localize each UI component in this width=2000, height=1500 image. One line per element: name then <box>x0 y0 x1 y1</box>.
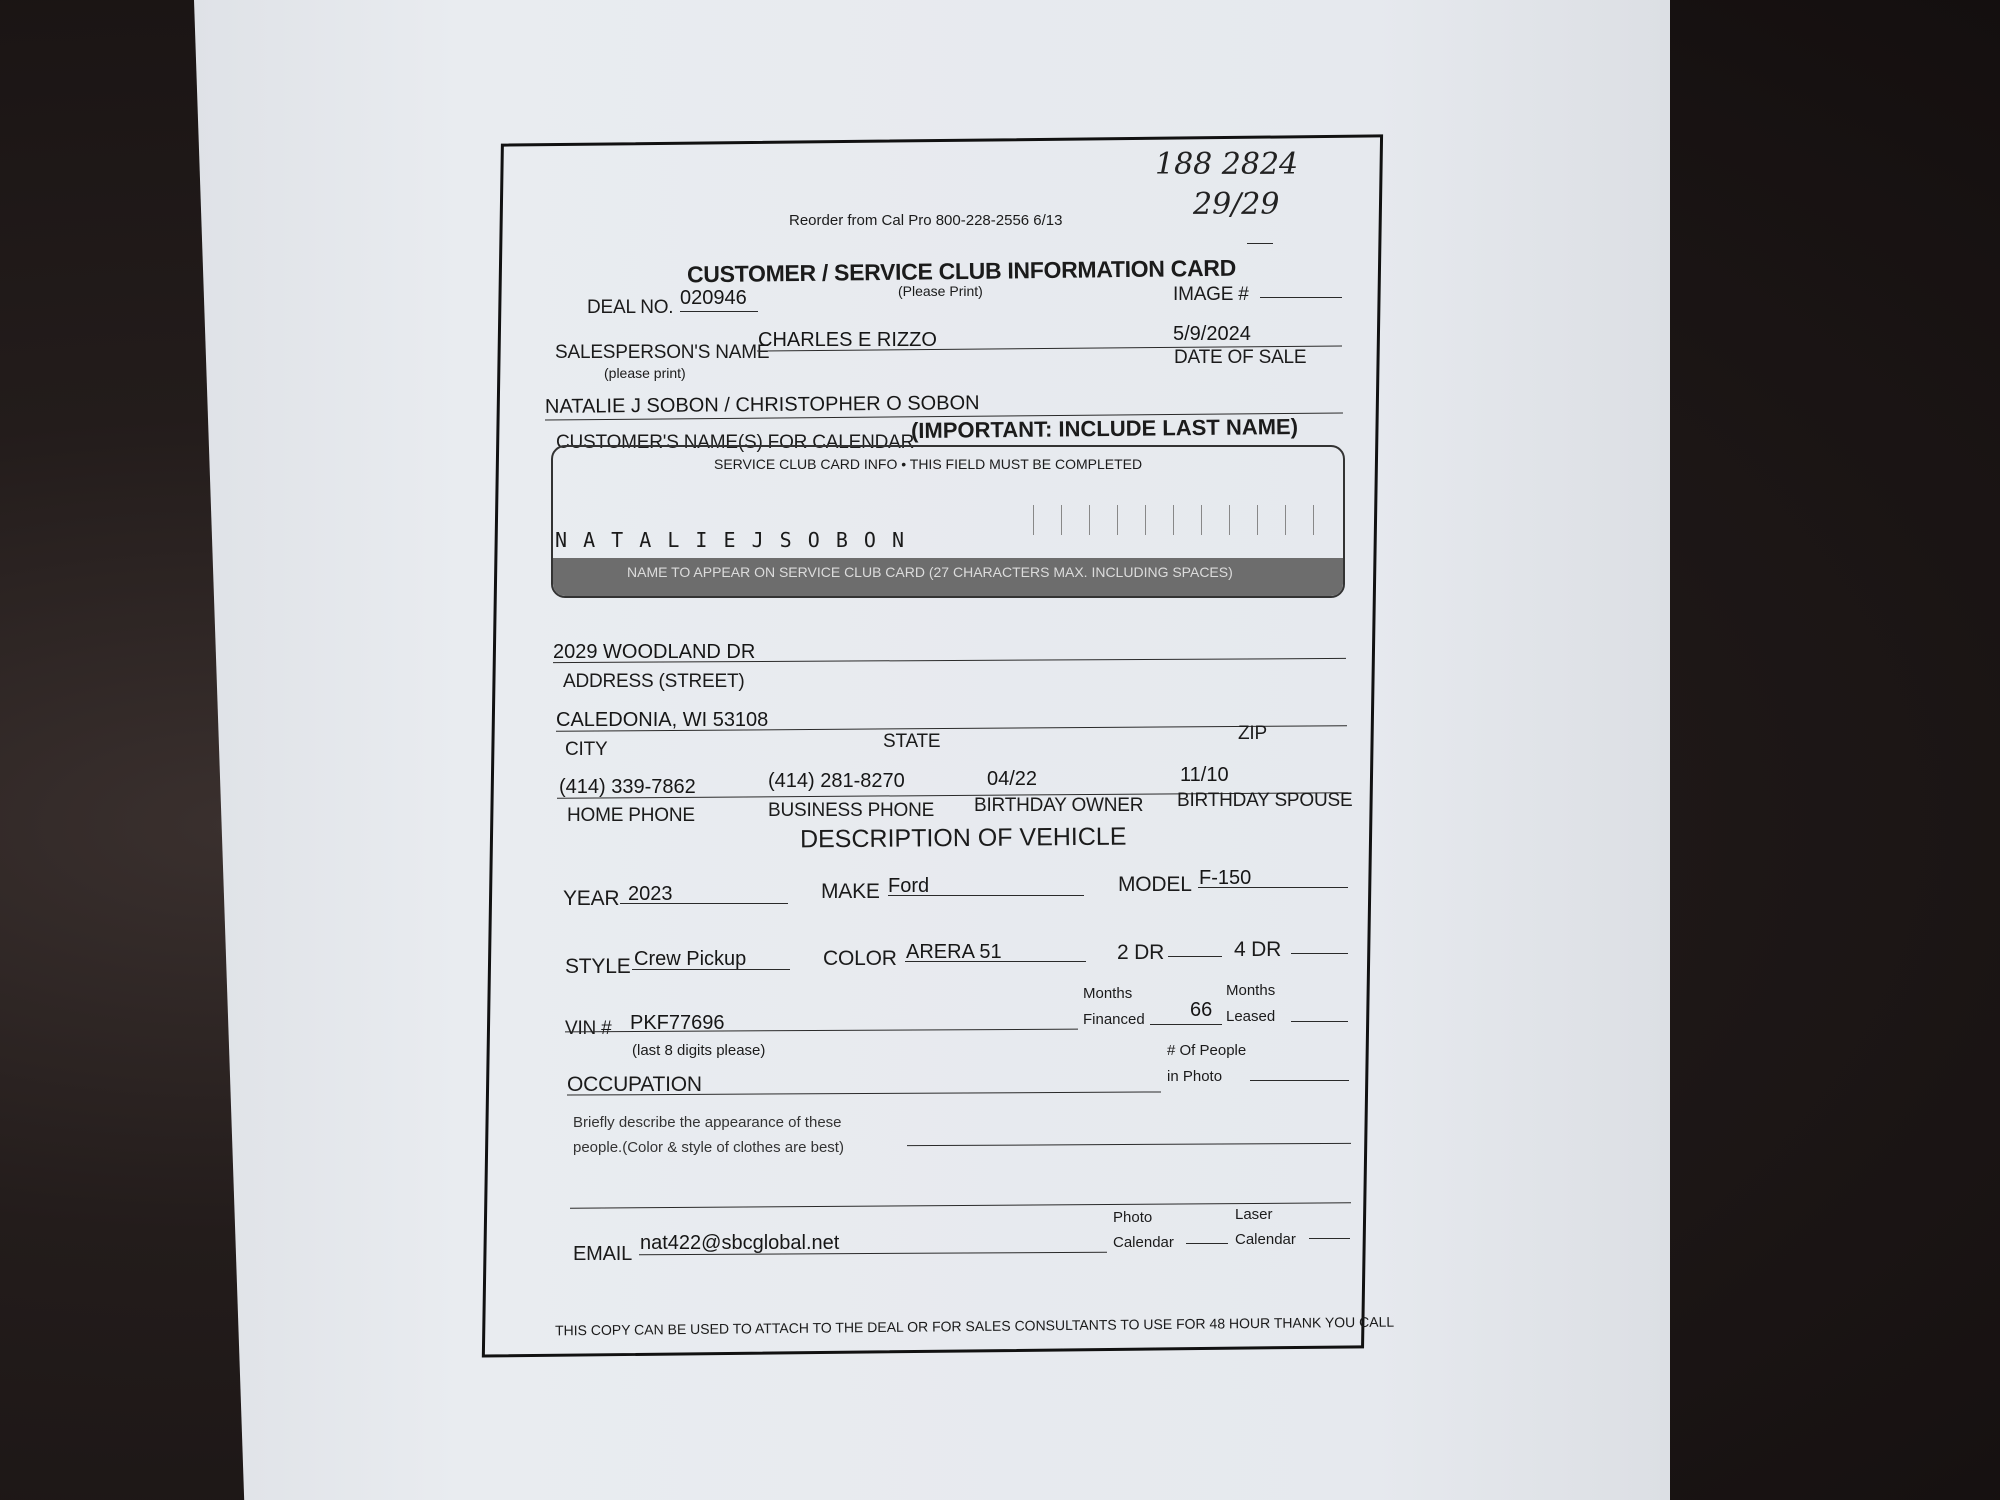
city-label: CITY <box>565 739 608 760</box>
birthday-spouse-value[interactable]: 11/10 <box>1180 764 1229 786</box>
people-in-photo-label-1: # Of People <box>1167 1042 1247 1059</box>
char-tick <box>1201 505 1202 535</box>
style-value[interactable]: Crew Pickup <box>634 948 747 970</box>
months-financed-label-2: Financed <box>1083 1011 1145 1028</box>
customer-names-value[interactable]: NATALIE J SOBON / CHRISTOPHER O SOBON <box>544 392 980 418</box>
footer-note: THIS COPY CAN BE USED TO ATTACH TO THE DEAL OR FOR SALES CONSULTANTS TO USE FOR 48 HOUR THANK YOU CALL <box>554 1313 1395 1339</box>
months-leased-label-2: Leased <box>1226 1008 1276 1025</box>
vin-label: VIN # <box>565 1018 612 1039</box>
photo-calendar-label-1: Photo <box>1113 1209 1153 1226</box>
months-leased-label-1: Months <box>1226 982 1276 999</box>
color-label: COLOR <box>823 947 897 970</box>
four-door-line <box>1291 953 1348 954</box>
people-in-photo-line <box>1250 1080 1349 1081</box>
months-leased-line <box>1291 1021 1348 1022</box>
email-value[interactable]: nat422@sbcglobal.net <box>640 1232 840 1254</box>
zip-label: ZIP <box>1238 723 1267 744</box>
address-label: ADDRESS (STREET) <box>563 671 745 692</box>
birthday-owner-label: BIRTHDAY OWNER <box>974 795 1144 816</box>
home-phone-value[interactable]: (414) 339-7862 <box>559 776 696 798</box>
style-label: STYLE <box>565 955 631 978</box>
handwritten-dash <box>1247 243 1273 244</box>
photo-calendar-line <box>1186 1243 1228 1244</box>
char-tick <box>1173 505 1174 535</box>
deal-no-line <box>680 311 758 312</box>
char-tick <box>1089 505 1090 535</box>
please-print-note: (Please Print) <box>898 283 983 299</box>
laser-calendar-label-2: Calendar <box>1235 1231 1296 1248</box>
salesperson-label: SALESPERSON'S NAME <box>555 342 770 363</box>
date-of-sale-value[interactable]: 5/9/2024 <box>1173 323 1251 345</box>
salesperson-value[interactable]: CHARLES E RIZZO <box>758 329 937 351</box>
customer-names-label: CUSTOMER'S NAME(S) FOR CALENDAR <box>556 432 915 453</box>
model-line <box>1198 887 1348 888</box>
style-line <box>632 969 790 970</box>
email-label: EMAIL <box>573 1243 633 1265</box>
salesperson-sublabel: (please print) <box>604 365 686 381</box>
vin-sublabel: (last 8 digits please) <box>632 1042 766 1059</box>
image-no-label: IMAGE # <box>1173 284 1249 305</box>
describe-label-2: people.(Color & style of clothes are best) <box>573 1139 844 1156</box>
state-label: STATE <box>883 731 941 752</box>
make-label: MAKE <box>821 880 880 903</box>
birthday-owner-value[interactable]: 04/22 <box>987 768 1038 790</box>
color-value[interactable]: ARERA 51 <box>906 941 1002 963</box>
make-line <box>888 895 1084 896</box>
months-financed-line <box>1150 1024 1222 1025</box>
reorder-text: Reorder from Cal Pro 800-228-2556 6/13 <box>789 212 1063 229</box>
two-door-label: 2 DR <box>1117 941 1165 964</box>
date-of-sale-label: DATE OF SALE <box>1174 347 1307 368</box>
form-title: CUSTOMER / SERVICE CLUB INFORMATION CARD <box>686 254 1237 288</box>
image-no-line <box>1260 297 1342 298</box>
make-value[interactable]: Ford <box>888 875 930 897</box>
months-financed-value[interactable]: 66 <box>1190 999 1213 1021</box>
people-in-photo-label-2: in Photo <box>1167 1068 1223 1085</box>
color-line <box>905 961 1086 962</box>
laser-calendar-label-1: Laser <box>1235 1206 1273 1223</box>
char-tick <box>1145 505 1146 535</box>
service-club-name[interactable]: N A T A L I E J S O B O N <box>555 528 907 552</box>
vehicle-section-title: DESCRIPTION OF VEHICLE <box>799 822 1127 854</box>
service-club-header: SERVICE CLUB CARD INFO • THIS FIELD MUST BE COMPLETED <box>714 456 1143 472</box>
photo-calendar-label-2: Calendar <box>1113 1234 1174 1251</box>
business-phone-label: BUSINESS PHONE <box>768 800 935 821</box>
occupation-label: OCCUPATION <box>567 1073 702 1096</box>
char-tick <box>1117 505 1118 535</box>
year-line <box>620 903 788 904</box>
vin-value[interactable]: PKF77696 <box>630 1012 725 1034</box>
handwritten-note-1: 188 2824 <box>1155 147 1299 182</box>
important-note: (IMPORTANT: INCLUDE LAST NAME) <box>910 413 1299 444</box>
char-tick <box>1257 505 1258 535</box>
four-door-label: 4 DR <box>1234 938 1282 961</box>
deal-no-value[interactable]: 020946 <box>680 287 747 309</box>
char-tick <box>1033 505 1034 535</box>
describe-label-1: Briefly describe the appearance of these <box>573 1114 842 1131</box>
handwritten-note-2: 29/29 <box>1193 187 1280 222</box>
model-label: MODEL <box>1118 873 1192 896</box>
char-tick <box>1061 505 1062 535</box>
address-value[interactable]: 2029 WOODLAND DR <box>553 641 756 663</box>
year-value[interactable]: 2023 <box>628 883 673 905</box>
year-label: YEAR <box>563 887 620 910</box>
months-financed-label-1: Months <box>1083 985 1133 1002</box>
laser-calendar-line <box>1309 1238 1350 1239</box>
char-tick <box>1229 505 1230 535</box>
two-door-line <box>1168 956 1222 957</box>
city-value[interactable]: CALEDONIA, WI 53108 <box>556 709 769 731</box>
char-tick <box>1313 505 1314 535</box>
deal-no-label: DEAL NO. <box>587 297 674 318</box>
model-value[interactable]: F-150 <box>1199 867 1252 889</box>
service-club-band-text: NAME TO APPEAR ON SERVICE CLUB CARD (27 CHARACTERS MAX. INCLUDING SPACES) <box>627 564 1233 580</box>
char-tick <box>1285 505 1286 535</box>
birthday-spouse-label: BIRTHDAY SPOUSE <box>1177 790 1353 811</box>
business-phone-value[interactable]: (414) 281-8270 <box>768 770 905 792</box>
home-phone-label: HOME PHONE <box>567 805 695 826</box>
